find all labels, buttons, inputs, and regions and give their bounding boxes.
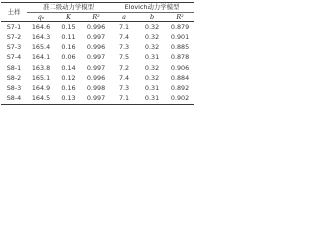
header-b: b [138,13,166,22]
kinetics-table [1,2,194,105]
r2-psso-value: 0.997 [86,63,106,72]
r2-elovich-value: 0.878 [170,53,190,62]
qe-value: 164.1 [31,53,51,62]
sample-id: S8-1 [6,63,22,72]
r2-elovich-value: 0.901 [170,33,190,42]
r2-psso-value: 0.998 [86,84,106,93]
table-row [1,32,194,42]
r2-elovich-value: 0.885 [170,43,190,52]
table-row [1,73,194,83]
header-qe: qₑ [27,13,55,22]
r2-psso-value: 0.996 [86,43,106,52]
sample-id: S7-3 [6,43,22,52]
header-a: a [110,13,138,22]
r2-psso-value: 0.996 [86,22,106,31]
header-k: K [55,13,82,22]
a-value: 7.4 [118,73,130,82]
b-value: 0.31 [144,53,160,62]
k-value: 0.12 [61,73,76,82]
table-row [1,42,194,52]
qe-value: 164.5 [27,93,55,104]
table-row [1,63,194,73]
sample-id: S8-4 [1,93,27,104]
b-value: 0.32 [144,22,160,31]
qe-value: 165.1 [31,73,51,82]
qe-value: 163.8 [31,63,51,72]
header-elovich: Elovich动力学模型 [110,3,194,13]
k-value: 0.06 [61,53,76,62]
r2-elovich-value: 0.879 [170,22,190,31]
header-r2-2: R² [166,13,194,22]
r2-elovich-value: 0.884 [170,73,190,82]
r2-elovich-value: 0.902 [166,93,194,104]
r2-elovich-value: 0.906 [170,63,190,72]
sample-id: S8-2 [6,73,22,82]
b-value: 0.32 [144,73,160,82]
k-value: 0.16 [61,84,76,93]
r2-elovich-value: 0.892 [170,84,190,93]
r2-psso-value: 0.997 [86,53,106,62]
a-value: 7.5 [118,53,130,62]
sample-id: S7-2 [6,33,22,42]
k-value: 0.16 [61,43,76,52]
b-value: 0.32 [144,43,160,52]
k-value: 0.14 [61,63,76,72]
header-pseudo-second-order: 准二级动力学模型 [27,3,110,13]
qe-value: 164.9 [31,84,51,93]
sample-id: S7-4 [6,53,22,62]
sample-id: S8-3 [6,84,22,93]
b-value: 0.32 [144,63,160,72]
a-value: 7.3 [118,43,130,52]
r2-psso-value: 0.997 [86,33,106,42]
k-value: 0.11 [61,33,76,42]
a-value: 7.2 [118,63,130,72]
b-value: 0.31 [144,84,160,93]
a-value: 7.4 [118,33,130,42]
table-row [1,22,194,33]
table-row [1,83,194,93]
r2-psso-value: 0.996 [86,73,106,82]
header-sample: 土样 [1,3,27,22]
k-value: 0.13 [55,93,82,104]
header-r2-1: R² [82,13,110,22]
a-value: 7.3 [118,84,130,93]
sample-id: S7-1 [6,22,22,31]
kinetics-table-container [0,2,195,114]
a-value: 7.1 [110,93,138,104]
table-row [1,53,194,63]
qe-value: 165.4 [31,43,51,52]
table-row [1,93,194,104]
k-value: 0.15 [61,22,76,31]
b-value: 0.31 [138,93,166,104]
r2-psso-value: 0.997 [82,93,110,104]
b-value: 0.32 [144,33,160,42]
qe-value: 164.6 [31,22,51,31]
qe-value: 164.3 [31,33,51,42]
a-value: 7.1 [118,22,130,31]
